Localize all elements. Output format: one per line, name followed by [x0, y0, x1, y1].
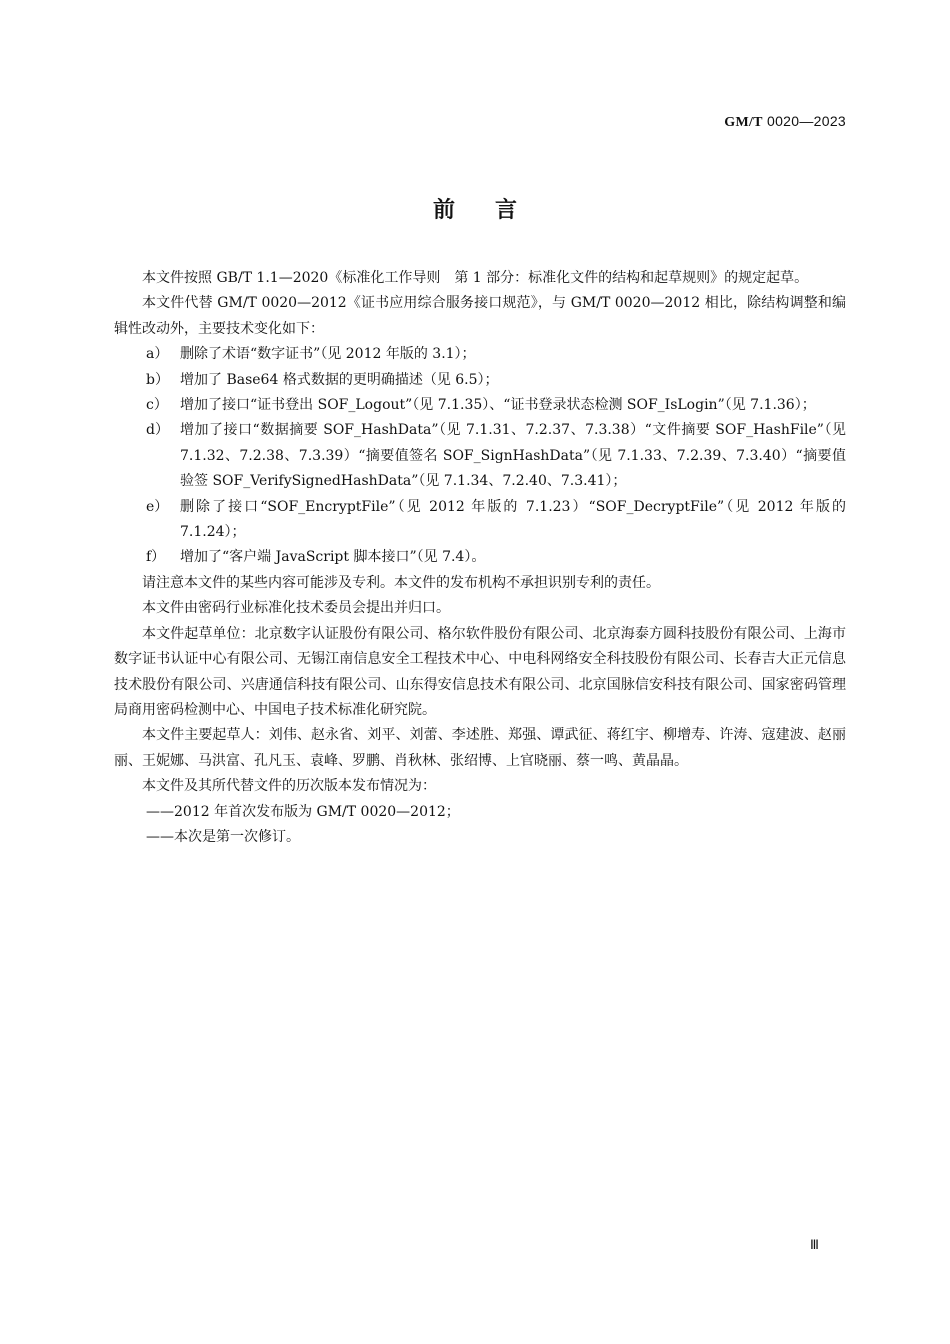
list-item — [114, 418, 846, 494]
list-item — [114, 368, 846, 393]
list-item-text: 增加了 Base64 格式数据的更明确描述（见 6.5）； — [180, 371, 499, 388]
history-item: ——2012 年首次发布版为 GM/T 0020—2012； — [146, 803, 460, 820]
list-item — [114, 545, 846, 570]
foreword-body — [114, 266, 846, 850]
standard-prefix: GM/T — [724, 115, 763, 130]
list-item — [114, 495, 846, 546]
list-item-text: 增加了接口“证书登出 SOF_Logout”（见 7.1.35）、“证书登录状态检测 SOF_IsLogin”（见 7.1.36）； — [180, 397, 816, 414]
standard-number: 0020—2023 — [767, 113, 846, 129]
list-item-text: 增加了“客户端 JavaScript 脚本接口”（见 7.4）。 — [180, 549, 486, 566]
list-item-text: 删除了接口“SOF_EncryptFile”（见 2012 年版的 7.1.23）“SOF_DecryptFile”（见 2012 年版的 7.1.24）； — [180, 498, 846, 541]
list-item-label: c） — [146, 397, 168, 414]
list-item-text: 增加了接口“数据摘要 SOF_HashData”（见 7.1.31、7.2.37、7.3.38）“文件摘要 SOF_HashFile”（见 7.1.32、7.2.38、7.3.39）“摘要值签名 SOF_SignHashData”（见 7.1.33、7.2.39、7.3.40）“摘要值验签 SOF_VerifySignedHashData”（见 7.1.34、7.2.40、7.3.41）； — [180, 422, 846, 490]
list-item-label: d） — [146, 422, 169, 439]
paragraph-drafting-units: 本文件起草单位：北京数字认证股份有限公司、格尔软件股份有限公司、北京海泰方圆科技股份有限公司、上海市数字证书认证中心有限公司、无锡江南信息安全工程技术中心、中电科网络安全科技股份有限公司、长春吉大正元信息技术股份有限公司、兴唐通信科技有限公司、山东得安信息技术有限公司、北京国脉信安科技有限公司、国家密码管理局商用密码检测中心、中国电子技术标准化研究院。 — [114, 625, 846, 718]
list-item-label: a） — [146, 346, 169, 363]
page-title: 前言 — [432, 198, 557, 223]
page-number: Ⅲ — [810, 1237, 819, 1252]
paragraph-drafting-rules: 本文件按照 GB/T 1.1—2020《标准化工作导则 第 1 部分：标准化文件的结构和起草规则》的规定起草。 — [142, 270, 809, 286]
list-item-label: f） — [146, 549, 166, 566]
paragraph-history-intro: 本文件及其所代替文件的历次版本发布情况为： — [142, 778, 436, 795]
list-item-text: 删除了术语“数字证书”（见 2012 年版的 3.1）； — [180, 346, 476, 363]
paragraph-replacement: 本文件代替 GM/T 0020—2012《证书应用综合服务接口规范》，与 GM/T 0020—2012 相比，除结构调整和编辑性改动外，主要技术变化如下： — [114, 295, 846, 337]
history-item: ——本次是第一次修订。 — [146, 828, 300, 845]
standard-code — [724, 113, 846, 131]
list-item — [114, 393, 846, 418]
list-item-label: e） — [146, 498, 169, 515]
list-item-label: b） — [146, 371, 169, 388]
paragraph-patent-notice: 请注意本文件的某些内容可能涉及专利。本文件的发布机构不承担识别专利的责任。 — [142, 574, 660, 591]
paragraph-committee: 本文件由密码行业标准化技术委员会提出并归口。 — [142, 600, 450, 617]
list-item — [114, 342, 846, 367]
paragraph-drafters: 本文件主要起草人：刘伟、赵永省、刘平、刘蕾、李述胜、郑强、谭武征、蒋红宇、柳增寿、许涛、寇建波、赵丽丽、王妮娜、马洪富、孔凡玉、袁峰、罗鹏、肖秋林、张绍博、上官晓丽、蔡一鸣、黄晶晶。 — [114, 727, 846, 769]
